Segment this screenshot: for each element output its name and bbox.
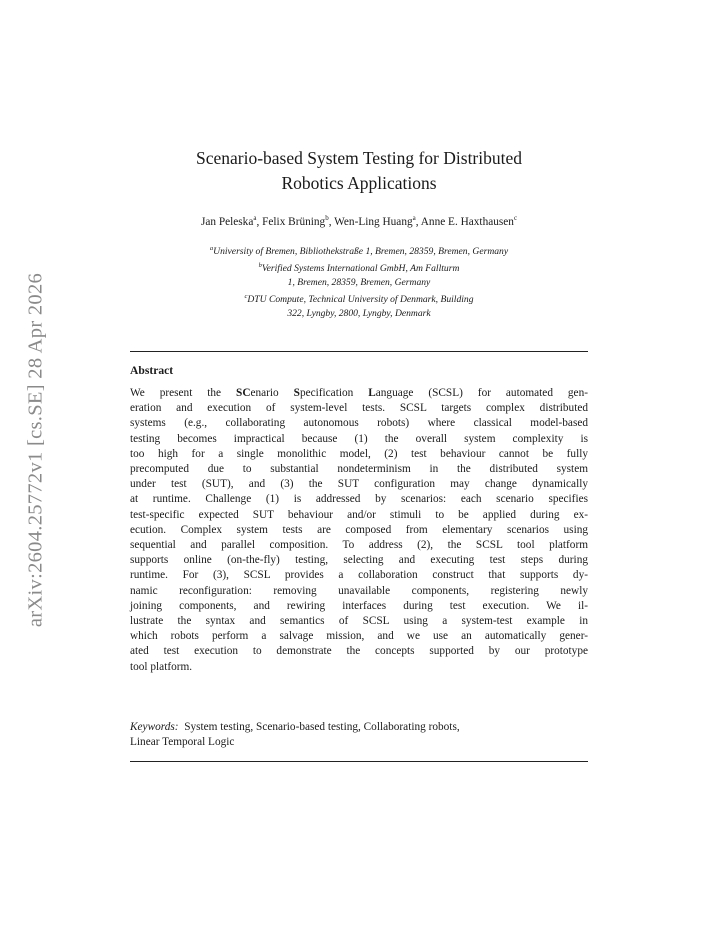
abstract-line: which robots perform a salvage mission, and we use an automatically gener- [130,630,588,643]
affiliation-c: $^c$DTU Compute, Technical University of Denmark, Building [244,292,474,305]
author-mark: a [412,214,416,222]
abstract-line: ated test execution to demonstrate the concepts supported by our prototype [130,645,588,658]
abstract-line: supports online (on-the-fly) testing, selecting and executing test steps during [130,554,588,567]
affiliation-b-cont: 1, Bremen, 28359, Bremen, Germany [287,276,431,288]
author-name: Jan Peleska [200,215,254,228]
author-name: Felix Brüning [262,215,326,228]
divider-bottom [130,761,588,762]
keywords [130,720,588,750]
paper-title [130,146,588,196]
abstract-heading: Abstract [130,364,174,377]
author-name: Wen-Ling Huang [334,215,413,228]
arxiv-identifier: arXiv:2604.25772v1 [cs.SE] 28 Apr 2026 [24,272,47,628]
affiliation-c-cont: 322, Lyngby, 2800, Lyngby, Denmark [287,307,431,319]
abstract-line: precomputed due to substantial nondeterminism in the distributed system [130,463,588,476]
keywords-line: Linear Temporal Logic [130,736,235,749]
author-name: Anne E. Haxthausen [420,215,514,228]
abstract-line: systems (e.g., collaborating autonomous robots) where classical model-based [130,417,588,430]
abstract-line: at runtime. Challenge (1) is addressed by scenarios: each scenario specifies [130,493,588,506]
author-mark: a [253,214,257,222]
affiliation-b: $^b$Verified Systems International GmbH, Am Fallturm [258,261,460,275]
abstract-line: test-specific expected SUT behaviour and/or stimuli to be applied during ex- [130,508,588,521]
keywords-label: Keywords: [130,721,179,733]
author-list: Jan Peleska$^a$, Felix Brüning$^b$, Wen-Ling Huang$^a$, Anne E. Haxthausen$^c$ [200,214,518,228]
abstract-line: We present the SCenario Specification Language (SCSL) for automated gen- [130,387,588,399]
abstract-line: tool platform. [130,660,193,673]
affiliations [130,242,588,321]
author-mark: c [513,214,518,222]
keywords-line: Keywords: System testing, Scenario-based testing, Collaborating robots, [130,721,460,733]
abstract-line: ecution. Complex system tests are composed from elementary scenarios using [130,523,588,536]
abstract-line: testing becomes impractical because (1) the overall system complexity is [130,432,588,445]
abstract-line: namic reconfiguration: removing unavailable components, registering newly [130,584,588,597]
divider-top [130,351,588,352]
affiliation-a: $^a$University of Bremen, Bibliothekstraße 1, Bremen, 28359, Bremen, Germany [209,245,509,258]
abstract-line: too high for a single monolithic model, (2) test behaviour cannot be fully [130,447,588,460]
abstract-line: joining components, and rewiring interfaces during test execution. We il- [130,599,588,612]
abstract-text [130,386,588,675]
title-line-2: Robotics Applications [281,173,437,193]
author-mark: b [325,214,329,222]
title-line-1: Scenario-based System Testing for Distributed [195,148,523,168]
abstract-line: lustrate the syntax and semantics of SCSL using a system-test example in [130,615,588,628]
abstract-line: eration and execution of system-level tests. SCSL targets complex distributed [130,402,588,415]
abstract-line: under test (SUT), and (3) the SUT configuration may change dynamically [130,478,588,491]
abstract-line: runtime. For (3), SCSL provides a collaboration construct that supports dy- [130,569,588,582]
abstract-line: sequential and parallel composition. To address (2), the SCSL tool platform [130,539,588,552]
